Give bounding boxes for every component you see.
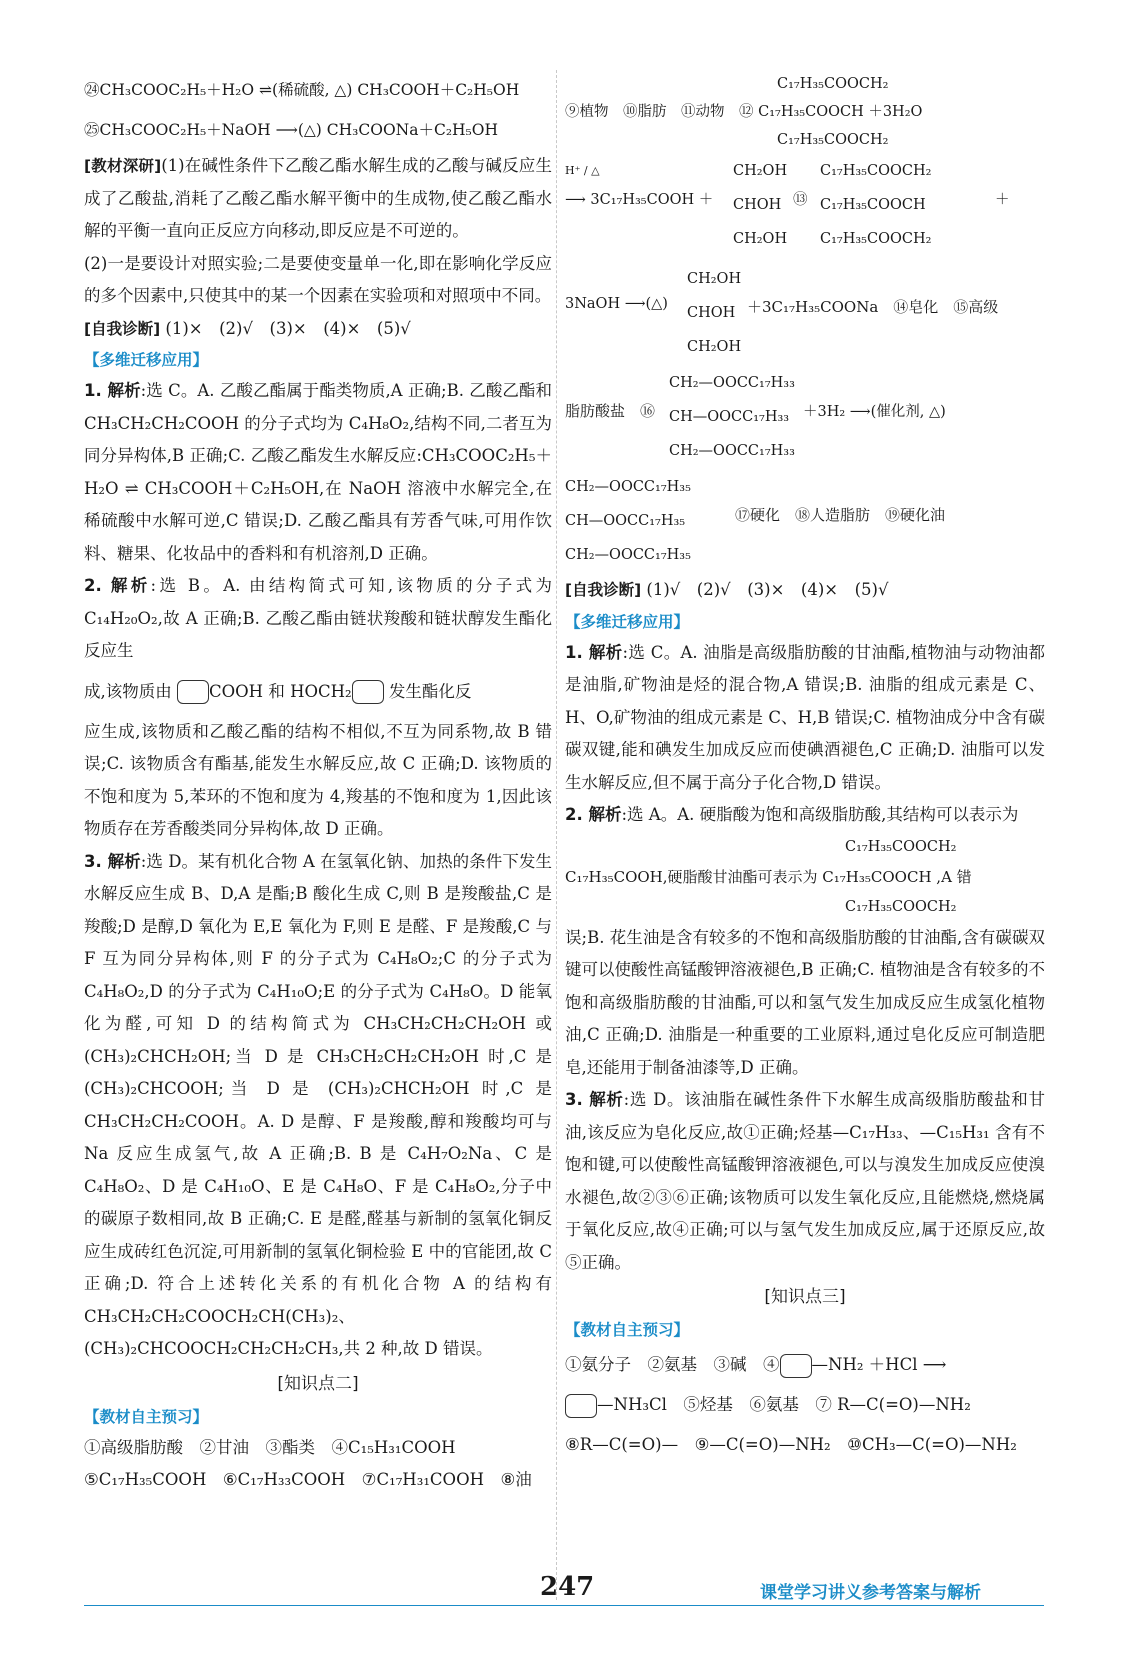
preview-line-1: ①高级脂肪酸 ②甘油 ③酯类 ④C₁₅H₃₁COOH	[84, 1437, 456, 1457]
self-diagnosis-right-answers: (1)√ (2)√ (3)× (4)× (5)√	[646, 580, 889, 599]
hydrolysis-product: ⟶ 3C₁₇H₃₅COOH ＋	[565, 192, 714, 208]
right-question-1-text: :选 C。A. 油脂是高级脂肪酸的甘油酯,植物油与动物油都是油脂,矿物油是烃的混合物,A 错误;B. 油脂的组成元素是 C、H、O,矿物油的组成元素是 C、H,B 错误;C. 植物油成分中含有碳碳双键,能和碘发生加成反应而使碘酒褪色,C 正确;D. 油脂可以发生水解反应,但不属于高分子化合物,D 错误。	[565, 642, 1045, 792]
page-number: 247	[540, 1572, 595, 1602]
question-2	[84, 570, 552, 668]
stearin-line-2: CH—OOCC₁₇H₃₅	[565, 513, 686, 529]
right-question-1	[565, 637, 1045, 800]
question-2-label: 2. 解析	[84, 576, 151, 595]
left-column	[84, 70, 552, 1497]
hardening-answers: ⑰硬化 ⑱人造脂肪 ⑲硬化油	[735, 506, 946, 524]
stearin-formula-line-3: C₁₇H₃₅COOCH₂	[845, 898, 957, 915]
right-question-3-text: :选 D。该油脂在碱性条件下水解生成高级脂肪酸盐和甘油,该反应为皂化反应,故①正确;烃基—C₁₇H₃₃、—C₁₅H₃₁ 含有不饱和键,可以使酸性高锰酸钾溶液褪色,可以与溴发生加成反应使溴水褪色,故②③⑥正确;该物质可以发生氧化反应,且能燃烧,燃烧属于氧化反应,故④正确;可以与氢气发生加成反应,属于还原反应,故⑤正确。	[565, 1090, 1045, 1272]
glycerol-line-2: CHOH	[733, 197, 782, 213]
anilinium-ring-icon	[565, 1394, 597, 1418]
glycerol-product	[687, 262, 741, 364]
section-title-2: [知识点二]	[277, 1373, 359, 1394]
right-question-3-label: 3. 解析	[565, 1090, 624, 1109]
oleic-ester	[669, 366, 795, 468]
question-1-label: 1. 解析	[84, 381, 141, 400]
cyclohexane-ring-icon	[352, 680, 384, 704]
saponification-block	[565, 262, 1045, 366]
ester-line-2: C₁₇H₃₅COOCH	[820, 197, 926, 213]
preview-header-right: 【教材自主预习】	[565, 1321, 690, 1339]
deep-study-text-2: (2)一是要设计对照实验;二是要使变量单一化,即在影响化学反应的多个因素中,只使其中的某一个因素在实验项和对照项中不同。	[84, 253, 552, 305]
triester-line-3: C₁₇H₃₅COOCH₂	[777, 132, 889, 148]
ester-line-1: C₁₇H₃₅COOCH₂	[820, 163, 932, 179]
question-1	[84, 375, 552, 570]
preview-line-2: ⑤C₁₇H₃₅COOH ⑥C₁₇H₃₃COOH ⑦C₁₇H₃₁COOH ⑧油	[84, 1470, 532, 1489]
plus-water: ＋3H₂O	[868, 104, 923, 120]
multi-dimension-header-right: 【多维迁移应用】	[565, 612, 690, 631]
stearin-line-3: CH₂—OOCC₁₇H₃₅	[565, 547, 691, 563]
hydrogen-reactant: ＋3H₂ ⟶(催化剂, △)	[803, 404, 946, 420]
right-question-2	[565, 799, 1045, 832]
question-3-label: 3. 解析	[84, 851, 141, 871]
glycerol-structure	[733, 154, 787, 256]
benzene-ring-icon-right	[780, 1354, 812, 1378]
amine-answers-1-4: ①氨分子 ②氨基 ③碱 ④	[565, 1355, 780, 1374]
oleic-line-1: CH₂—OOCC₁₇H₃₃	[669, 375, 795, 391]
self-diagnosis	[84, 313, 552, 346]
ester-structure	[820, 154, 931, 256]
and-word: 和	[268, 681, 285, 701]
triester-line-2: C₁₇H₃₅COOCH	[758, 104, 864, 120]
hydrolysis-block	[565, 154, 1045, 262]
right-column	[565, 70, 1045, 1465]
glycerol-line-3: CH₂OH	[733, 231, 788, 247]
right-question-2-text-b: 误;B. 花生油是含有较多的不饱和高级脂肪酸的甘油酯,含有碳碳双键可以使酸性高锰酸钾溶液褪色,B 正确;C. 植物油是含有较多的不饱和高级脂肪酸的甘油酯,可以和氢气发生加成反应生成氢化植物油,C 正确;D. 油脂是一种重要的工业原料,通过皂化反应可制造肥皂,还能用于制备油漆等,D 正确。	[565, 927, 1045, 1077]
deep-study-tag: [教材深研]	[84, 157, 162, 175]
deep-study-text-1: (1)在碱性条件下乙酸乙酯水解生成的乙酸与碱反应生成了乙酸盐,消耗了乙酸乙酯水解平衡中的生成物,使乙酸乙酯水解的平衡一直向正反应方向移动,即反应是不可逆的。	[84, 156, 553, 240]
equation-25: ㉕CH₃COOC₂H₅＋NaOH ⟶(△) CH₃COONa＋C₂H₅OH	[84, 121, 498, 139]
question-1-text: :选 C。A. 乙酸乙酯属于酯类物质,A 正确;B. 乙酸乙酯和 CH₃CH₂CH₂COOH 的分子式均为 C₄H₈O₂,结构不同,二者互为同分异构体,B 正确;C. 乙酸乙酯发生水解反应:CH₃COOC₂H₅＋H₂O ⇌ CH₃COOH＋C₂H₅OH,在 NaOH 溶液中水解完全,在稀硫酸中水解可逆,C 错误;D. 乙酸乙酯具有芳香气味,可用作饮料、糖果、化妆品中的香料和有机溶剂,D 正确。	[84, 381, 552, 563]
footer-title: 课堂学习讲义参考答案与解析	[760, 1583, 981, 1603]
ester-line-3: C₁₇H₃₅COOCH₂	[820, 231, 932, 247]
question-3-text: :选 D。某有机化合物 A 在氢氧化钠、加热的条件下发生水解反应生成 B、D,A 是酯;B 酸化生成 C,则 B 是羧酸盐,C 是羧酸;D 是醇,D 氧化为 E,E 氧化为 F,则 E 是醛、F 是羧酸,C 与 F 互为同分异构体,则 F 的分子式为 C₄H₈O₂;C 的分子式为 C₄H₈O₂,D 的分子式为 C₄H₁₀O;E 的分子式为 C₄H₈O。D 能氧化为醛,可知 D 的结构简式为 CH₃CH₂CH₂CH₂OH 或 (CH₃)₂CHCH₂OH;当 D 是 CH₃CH₂CH₂CH₂OH 时,C 是 (CH₃)₂CHCOOH;当 D 是 (CH₃)₂CHCH₂OH 时,C 是 CH₃CH₂CH₂COOH。A. D 是醇、F 是羧酸,醇和羧酸均可与 Na 反应生成氢气,故 A 正确;B. B 是 C₄H₇O₂Na、C 是 C₄H₈O₂、D 是 C₄H₁₀O、E 是 C₄H₈O、F 是 C₄H₈O₂,分子中的碳原子数相同,故 B 正确;C. E 是醛,醛基与新制的氢氧化铜反应生成砖红色沉淀,可用新制的氢氧化铜检验 E 中的官能团,故 C 正确;D. 符合上述转化关系的有机化合物 A 的结构有 CH₃CH₂CH₂COOCH₂CH(CH₃)₂、	[84, 851, 552, 1326]
section-title-3: [知识点三]	[764, 1287, 846, 1307]
acid-condition: H⁺ / △	[565, 164, 600, 177]
amine-line-1	[565, 1345, 1045, 1385]
preview-header-left: 【教材自主预习】	[84, 1407, 209, 1426]
question-3-tail: (CH₃)₂CHCOOCH₂CH₂CH₂CH₃,共 2 种,故 D 错误。	[84, 1339, 493, 1358]
question-3	[84, 846, 552, 1334]
question-2-text-b: 成,该物质由	[84, 681, 172, 701]
glycerol-product-line-1: CH₂OH	[687, 271, 742, 287]
aniline-reaction: —NH₂ ＋HCl ⟶	[811, 1355, 947, 1374]
answer-13-mark: ⑬	[793, 192, 808, 208]
question-2-text-a: :选 B。A. 由结构简式可知,该物质的分子式为 C₁₄H₂₀O₂,故 A 正确;B. 乙酸乙酯由链状羧酸和链状醇发生酯化反应生	[84, 576, 552, 660]
self-diagnosis-tag: [自我诊断]	[84, 319, 161, 338]
triester-line-1: C₁₇H₃₅COOCH₂	[777, 76, 889, 92]
stearin-line-1: CH₂—OOCC₁₇H₃₅	[565, 479, 691, 495]
self-diagnosis-right	[565, 574, 1045, 607]
cooh-group: COOH	[209, 681, 264, 701]
glycerol-line-1: CH₂OH	[733, 163, 788, 179]
soap-answers: ＋3C₁₇H₃₅COONa ⑭皂化 ⑮高级	[747, 298, 999, 316]
question-2-text-c: 发生酯化反	[388, 681, 472, 701]
column-divider	[556, 70, 557, 1600]
stearin-block	[565, 470, 1045, 574]
footer-rule	[84, 1605, 1044, 1606]
amine-line-3: ⑧R—C(=O)— ⑨—C(=O)—NH₂ ⑩CH₃—C(=O)—NH₂	[565, 1435, 1017, 1454]
equation-24: ㉔CH₃COOC₂H₅＋H₂O ⇌(稀硫酸, △) CH₃COOH＋C₂H₅OH	[84, 81, 520, 99]
oleic-line-2: CH—OOCC₁₇H₃₃	[669, 409, 790, 425]
salt-answer: 脂肪酸盐 ⑯	[565, 402, 656, 420]
answers-9-12-text: ⑨植物 ⑩脂肪 ⑪动物 ⑫	[565, 104, 754, 120]
question-2-text-d: 应生成,该物质和乙酸乙酯的结构不相似,不互为同系物,故 B 错误;C. 该物质含有酯基,能发生水解反应,故 C 正确;D. 该物质的不饱和度为 5,苯环的不饱和度为 4,羧基的不饱和度为 1,因此该物质存在芳香酸类同分异构体,故 D 正确。	[84, 721, 552, 838]
amine-answers-5-7: —NH₃Cl ⑤烃基 ⑥氨基 ⑦ R—C(=O)—NH₂	[597, 1395, 971, 1414]
naoh-reactant: 3NaOH ⟶(△)	[565, 296, 668, 312]
stearin-formula-line-2: C₁₇H₃₅COOH,硬脂酸甘油酯可表示为 C₁₇H₃₅COOCH ,A 错	[565, 867, 972, 886]
benzene-ring-icon	[177, 680, 209, 704]
question-2-structures	[84, 668, 552, 716]
right-question-1-label: 1. 解析	[565, 642, 623, 662]
self-diagnosis-answers: (1)× (2)√ (3)× (4)× (5)√	[165, 318, 411, 338]
right-question-3	[565, 1084, 1045, 1279]
glycerol-product-line-2: CHOH	[687, 305, 736, 321]
hydrogenation-block	[565, 366, 1045, 470]
self-diagnosis-right-tag: [自我诊断]	[565, 581, 642, 599]
stearin-structure	[565, 470, 691, 572]
right-question-2-label: 2. 解析	[565, 805, 622, 824]
stearin-formula-line-1: C₁₇H₃₅COOCH₂	[845, 838, 957, 855]
plus-sign: ＋	[995, 192, 1010, 208]
answers-9-12	[565, 98, 1045, 126]
oleic-line-3: CH₂—OOCC₁₇H₃₃	[669, 443, 795, 459]
multi-dimension-header: 【多维迁移应用】	[84, 351, 209, 369]
hoch2-group: HOCH₂	[290, 681, 352, 701]
glycerol-product-line-3: CH₂OH	[687, 339, 742, 355]
right-question-2-text-a: :选 A。A. 硬脂酸为饱和高级脂肪酸,其结构可以表示为	[621, 805, 1019, 824]
amine-line-2	[565, 1385, 1045, 1425]
deep-study-paragraph-1	[84, 150, 552, 248]
